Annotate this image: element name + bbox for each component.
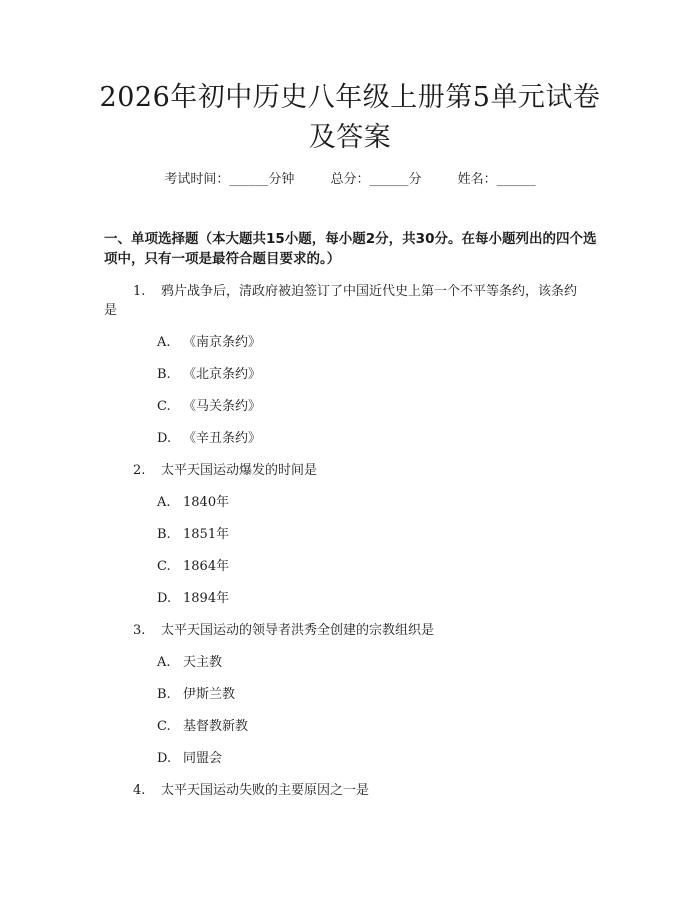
question-text: 太平天国运动的领导者洪秀全创建的宗教组织是 [161,623,435,638]
option-letter: D. [157,751,172,766]
option-letter: B. [157,527,171,542]
option-text: 天主教 [183,655,223,670]
option-letter: C. [157,399,171,414]
option-text: 1851年 [183,527,230,542]
option-text: 基督教新教 [183,719,249,734]
option-text: 《马关条约》 [183,399,262,414]
option-text: 1840年 [183,495,230,510]
exam-meta-line [0,168,700,187]
option-text: 《南京条约》 [183,335,262,350]
question-number: 1. [133,284,146,299]
option-letter: B. [157,367,171,382]
option-letter: A. [157,495,171,510]
option-text: 伊斯兰教 [183,687,236,702]
option-letter: B. [157,687,171,702]
option-letter: C. [157,559,171,574]
exam-time-field: 考试时间：______分钟 [164,172,295,187]
option-letter: A. [157,655,171,670]
question-text: 太平天国运动爆发的时间是 [161,463,318,478]
document-title: 2026年初中历史八年级上册第5单元试卷及答案 [99,82,601,153]
question-text-continued: 是 [104,303,118,318]
section-heading: 一、单项选择题（本大题共15小题，每小题2分，共30分。在每小题列出的四个选项中，只有一项是最符合题目要求的。） [104,231,597,267]
option-text: 同盟会 [183,751,223,766]
option-letter: C. [157,719,171,734]
option-text: 《北京条约》 [183,367,262,382]
option-text: 1864年 [183,559,230,574]
question-number: 2. [133,463,146,478]
option-text: 1894年 [183,591,230,606]
option-letter: D. [157,431,172,446]
option-letter: D. [157,591,172,606]
option-text: 《辛丑条约》 [183,431,262,446]
student-name-field: 姓名：______ [457,172,536,187]
option-letter: A. [157,335,171,350]
question-number: 3. [133,623,146,638]
total-score-field: 总分：______分 [330,172,422,187]
question-number: 4. [133,783,146,798]
question-text: 太平天国运动失败的主要原因之一是 [161,783,370,798]
question-text: 鸦片战争后，清政府被迫签订了中国近代史上第一个不平等条约，该条约 [161,284,578,299]
